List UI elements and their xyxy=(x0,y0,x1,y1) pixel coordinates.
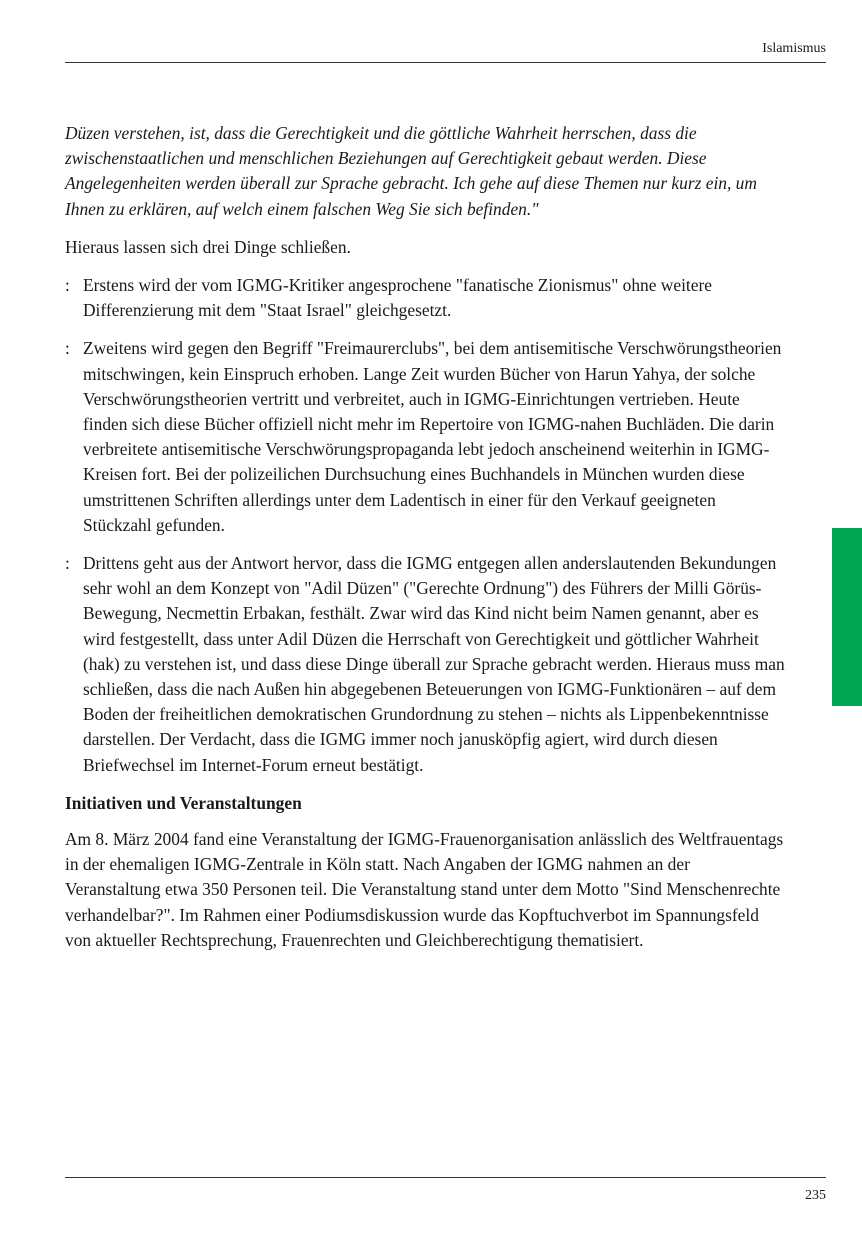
bullet-text: Drittens geht aus der Antwort hervor, dass die IGMG entgegen allen anderslautenden Bekundungen sehr wohl an dem Konzept von "Adil Düzen" ("Gerechte Ordnung") des Führers der Milli Görüs-Bewegung, Necmettin Erbakan, festhält. Zwar wird das Kind nicht beim Namen genannt, aber es wird festgestellt, dass unter Adil Düzen die Herrschaft von Gerechtigkeit und göttlicher Wahrheit (hak) zu verstehen ist, und dass diese Dinge überall zur Sprache gebracht werden. Hieraus muss man schließen, dass die nach Außen hin abgegebenen Beteuerungen von IGMG-Funktionären – auf dem Boden der freiheitlichen demokratischen Grundordnung zu stehen – nichts als Lippenbekenntnisse darstellen. Der Verdacht, dass die IGMG immer noch janusköpfig agiert, wird durch diesen Briefwechsel im Internet-Forum erneut bestätigt. xyxy=(83,553,785,775)
page-body xyxy=(65,121,785,953)
page-number: 235 xyxy=(805,1188,826,1203)
quote-paragraph: Düzen verstehen, ist, dass die Gerechtigkeit und die göttliche Wahrheit herrschen, dass die zwischenstaatlichen und menschlichen Beziehungen auf Gerechtigkeit gebaut werden. Diese Angelegenheiten werden überall zur Sprache gebracht. Ich gehe auf diese Themen nur kurz ein, um Ihnen zu erklären, auf welch einem falschen Weg Sie sich befinden." xyxy=(65,123,757,219)
bullet-marker: : xyxy=(65,275,70,296)
bullet-item xyxy=(65,551,785,778)
bullet-marker: : xyxy=(65,553,70,574)
bullet-text: Erstens wird der vom IGMG-Kritiker angesprochene "fanatische Zionismus" ohne weitere Differenzierung mit dem "Staat Israel" gleichgesetzt. xyxy=(83,275,712,321)
footer-rule xyxy=(65,1177,826,1178)
section-paragraph: Am 8. März 2004 fand eine Veranstaltung der IGMG-Frauenorganisation anlässlich des Weltfrauentags in der ehemaligen IGMG-Zentrale in Köln statt. Nach Angaben der IGMG nahmen an der Veranstaltung etwa 350 Personen teil. Die Veranstaltung stand unter dem Motto "Sind Menschenrechte verhandelbar?". Im Rahmen einer Podiumsdiskussion wurde das Kopftuchverbot im Spannungsfeld von aktueller Rechtsprechung, Frauenrechten und Gleichberechtigung thematisiert. xyxy=(65,829,784,950)
header-rule xyxy=(65,62,826,63)
bullet-item xyxy=(65,336,785,538)
section-heading: Initiativen und Veranstaltungen xyxy=(65,792,302,813)
bullet-item xyxy=(65,273,785,323)
bullet-marker: : xyxy=(65,338,70,359)
bullet-text: Zweitens wird gegen den Begriff "Freimaurerclubs", bei dem antisemitische Verschwörungstheorien mitschwingen, kein Einspruch erhoben. Lange Zeit wurden Bücher von Harun Yahya, der solche Verschwörungstheorien vertritt und verbreitet, auch in IGMG-Einrichtungen vertrieben. Heute finden sich diese Bücher offiziell nicht mehr im Repertoire von IGMG-nahen Buchläden. Die darin verbreitete antisemitische Verschwörungspropaganda lebt jedoch anscheinend weiterhin in IGMG-Kreisen fort. Bei der polizeilichen Durchsuchung eines Buchhandels in München wurden diese umstrittenen Schriften allerdings unter dem Ladentisch in einer für den Verkauf geeigneten Stückzahl gefunden. xyxy=(83,338,782,535)
intro-paragraph: Hieraus lassen sich drei Dinge schließen. xyxy=(65,236,351,257)
running-header: Islamismus xyxy=(762,41,826,56)
chapter-thumb-tab xyxy=(832,528,862,706)
